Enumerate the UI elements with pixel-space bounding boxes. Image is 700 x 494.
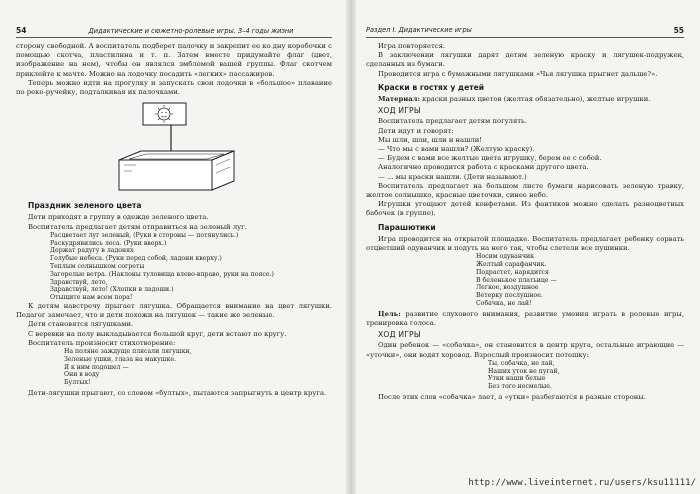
poem-frogs: [16, 348, 332, 387]
poem-line: Ты, собачка, не лай,: [488, 359, 555, 367]
left-page: [0, 0, 348, 494]
poem-line: Без того несмелые.: [488, 383, 552, 391]
paragraph: сторону свободной. А воспитатель подберет палочку и закрепит ее ко дну коробочки с помощью скотча, пластилина и т. п. Затем вместе придумайте флаг (цвет, изображение на нем), чтобы он являлся эмблемой вашей группы. Флаг скотчем приклейте к мачте. Можно на лодочку посадить «легких» пассажиров.: [16, 42, 332, 78]
paragraph: Один ребенок — «собачка», он становится в центр круга, остальные играющие — «уточки», они водят хоровод. Взрослый произносит потешку:: [366, 341, 684, 359]
right-running-header: [366, 26, 684, 34]
paragraph: После этих слов «собачка» лает, а «утки» разбегаются в разные стороны.: [378, 393, 646, 402]
poem-line: Носим одуванчик: [476, 253, 535, 261]
dialogue-line: — Будем с вами все желтые цвета игрушку, берем ее с собой.: [378, 154, 602, 163]
paragraph: К детям навстречу прыгает лягушка. Обращается внимание на цвет лягушки. Педагог замечает, что и дети похожи на лягушек — такие же зеленые.: [16, 302, 332, 320]
poem-line: Наших уток не пугай,: [488, 367, 560, 375]
poem-dandelion: [366, 253, 684, 308]
material-line: [366, 95, 684, 104]
section-heading: Краски в гостях у детей: [378, 82, 485, 92]
poem-line: Расцветает луг зеленый, (Руки в стороны — потянулись.): [50, 231, 239, 239]
paragraph: Игрушки угощают детей конфетами. Из фантиков можно сделать разноцветных бабочек (в группе).: [366, 200, 684, 218]
poem-line: Собачка, не лай!: [476, 300, 532, 308]
paragraph: Теперь можно идти на прогулку и запускать свои лодочки в «большое» плавание по реке-ручейку, подталкивая их палочками.: [16, 78, 332, 97]
poem-line: Желтый сарафанчик.: [476, 261, 547, 269]
poem-line: Теплым солнышком согреты: [50, 263, 145, 271]
section-heading: Праздник зеленого цвета: [28, 201, 142, 211]
paragraph: Дети приходят в группу в одежде зеленого цвета.: [28, 213, 209, 222]
poem-line: Подрастет, нарядится: [476, 268, 549, 276]
material-label: Материал:: [378, 95, 420, 104]
poem-line: Утки наши белые: [488, 375, 546, 383]
paragraph: Игра повторяется.: [378, 42, 446, 50]
paragraph: Воспитатель предлагает детям отправиться на зеленый луг.: [28, 222, 247, 231]
dialogue-line: Воспитатель предлагает детям погулять.: [378, 117, 527, 126]
right-header-title: Раздел I. Дидактические игры: [366, 26, 472, 34]
poem-line: Они в воду: [64, 371, 100, 379]
right-header-rule: [366, 37, 684, 38]
dialogue-line: — Что мы с вами нашли? (Желтую краску).: [378, 145, 535, 154]
paragraph: Дети становятся лягушками.: [28, 320, 134, 329]
poem-green-meadow: [16, 232, 332, 302]
poem-line: Бултых!: [64, 379, 91, 387]
poem-line: Зеленые ушки, глаза на макушке.: [64, 355, 177, 363]
dialogue-line: Дети идут и говорят:: [378, 126, 454, 135]
left-body: [16, 42, 332, 398]
dialogue-line: — ... мы краски нашли. (Дети называют.): [378, 172, 527, 181]
poem-line: Отыщите нам всем пора!: [50, 294, 133, 302]
paragraph: Проводится игра с бумажными лягушками «Чья лягушка прыгнет дальше?».: [378, 69, 658, 78]
paragraph: С веревки на полу выкладывается большой круг, дети встают по кругу.: [28, 329, 287, 338]
right-page: [354, 0, 700, 494]
poem-line: Ветерку послушное.: [476, 292, 543, 300]
section-heading: Парашютики: [378, 222, 436, 232]
paragraph: Воспитатель произносит стихотворение:: [28, 338, 176, 347]
poem-line: Голубые небеса. (Руки перед собой, ладони кверху.): [50, 255, 222, 263]
page-number-right: 55: [673, 26, 684, 35]
paragraph: Воспитатель предлагает на большом листе бумаги нарисовать зеленую травку, желтое солнышко, красные цветочки, синее небо.: [366, 181, 684, 200]
game-procedure-heading: ХОД ИГРЫ: [378, 106, 421, 116]
paragraph: Дети-лягушки прыгают, со словом «бултых», пытаются запрыгнуть в центр круга.: [28, 389, 327, 397]
poem-line: Легкое, воздушное: [476, 284, 539, 292]
game-procedure-heading: ХОД ИГРЫ: [378, 330, 421, 340]
dialogue-line: Мы шли, шли, шли и нашли!: [378, 135, 483, 144]
left-running-header: [16, 26, 293, 35]
boat-with-flag-image: [16, 99, 332, 197]
paragraph: В заключении лягушки дарят детям зеленую краску и лягушек-подружек, сделанных из бумаги.: [366, 51, 684, 69]
right-body: [366, 42, 684, 402]
poem-line: Я к ним подошел —: [64, 363, 129, 371]
boat-illustration: [16, 99, 332, 197]
goal-label: Цель:: [378, 309, 401, 318]
poem-dog: [366, 360, 684, 391]
goal-line: [366, 310, 684, 328]
dialogue-line: Аналогично проводится работа с красками другого цвета.: [378, 163, 589, 172]
watermark-url: http://www.liveinternet.ru/users/ksu11111/: [468, 478, 696, 488]
paragraph: Игра проводится на открытой площадке. Воспитатель предлагает ребенку сорвать отцветший одуванчик и подуть на него так, чтобы слетели все пушинки.: [366, 234, 684, 253]
poem-line: Раскудрявились леса. (Руки вверх.): [50, 239, 167, 247]
material-text: краски разных цветов (желтая обязательно), желтые игрушки.: [422, 95, 651, 104]
poem-line: Здравствуй, лето,: [50, 278, 108, 286]
poem-line: В беленькое платьице —: [476, 276, 557, 284]
left-header-rule: [16, 37, 332, 38]
poem-line: Держат радугу в ладонях: [50, 247, 134, 255]
poem-line: Загорелые ветра. (Наклоны туловища влево-вправо, руки на поясе.): [50, 270, 274, 278]
poem-line: Здравствуй, лето! (Хлопки в ладоши.): [50, 286, 174, 294]
page-number-left: 54: [16, 26, 27, 35]
poem-line: На поляне заждуще плясали лягушки,: [64, 348, 192, 356]
goal-text: развитие слухового внимания, развитие умения играть в ролевые игры, тренировка голоса.: [366, 309, 684, 328]
left-header-title: Дидактические и сюжетно-ролевые игры. 3–4 годы жизни: [88, 27, 294, 35]
